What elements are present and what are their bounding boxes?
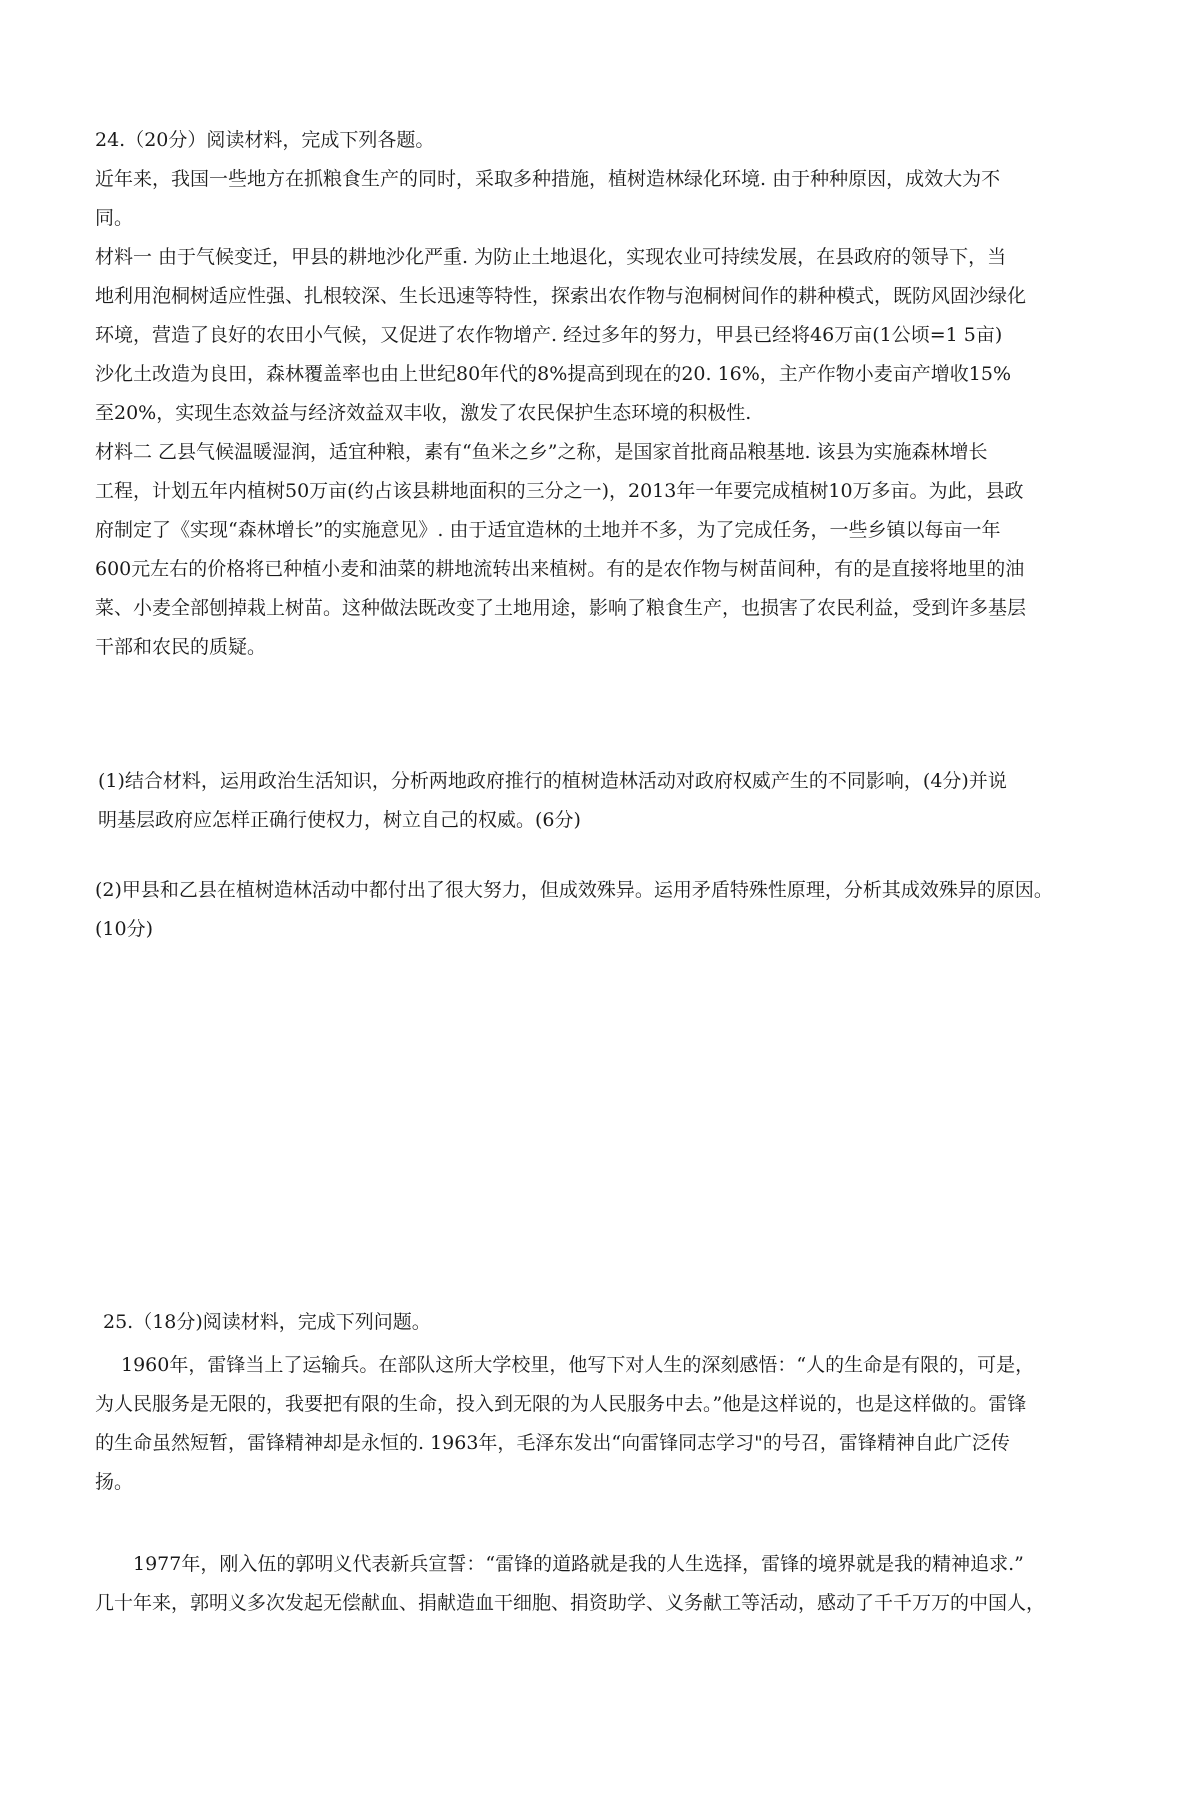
paragraph-1-line: 为人民服务是无限的，我要把有限的生命，投入到无限的为人民服务中去。”他是这样说的，也是这样做的。雷锋: [95, 1393, 1027, 1415]
paragraph-1-line: 1960年，雷锋当上了运输兵。在部队这所大学校里，他写下对人生的深刻感悟：“人的生命是有限的，可是，: [121, 1354, 1035, 1376]
question-24-heading: 24.（20分）阅读材料，完成下列各题。: [95, 129, 435, 151]
material2-line: 600元左右的价格将已种植小麦和油菜的耕地流转出来植树。有的是农作物与树苗间种，有的是直接将地里的油: [95, 558, 1025, 580]
question-24-part-2: [95, 871, 1095, 949]
material2-line: 菜、小麦全部刨掉栽上树苗。这种做法既改变了土地用途，影响了粮食生产，也损害了农民利益，受到许多基层: [95, 597, 1027, 619]
material2-line: 府制定了《实现“森林增长”的实施意见》. 由于适宜造林的土地并不多，为了完成任务，一些乡镇以每亩一年: [95, 519, 1001, 541]
question-24: [95, 121, 1095, 667]
paragraph-2-line: 几十年来，郭明义多次发起无偿献血、捐献造血干细胞、捐资助学、义务献工等活动，感动了千千万万的中国人，: [95, 1592, 1046, 1614]
part-2-line: (2)甲县和乙县在植树造林活动中都付出了很大努力，但成效殊异。运用矛盾特殊性原理，分析其成效殊异的原因。: [95, 879, 1053, 901]
question-25-paragraph-2: [95, 1545, 1095, 1623]
paragraph-1-line: 的生命虽然短暂，雷锋精神却是永恒的. 1963年，毛泽东发出“向雷锋同志学习"的号召，雷锋精神自此广泛传: [95, 1432, 1010, 1454]
intro-line: 同。: [95, 207, 134, 229]
part-1-line: (1)结合材料，运用政治生活知识，分析两地政府推行的植树造林活动对政府权威产生的不同影响，(4分)并说: [98, 770, 1007, 792]
material1-line: 环境，营造了良好的农田小气候，又促进了农作物增产. 经过多年的努力，甲县已经将46万亩(1公顷=1 5亩): [95, 324, 1003, 346]
material2-line: 材料二 乙县气候温暖湿润，适宜种粮，素有“鱼米之乡”之称，是国家首批商品粮基地. 该县为实施森林增长: [95, 441, 988, 463]
question-25: [103, 1303, 1103, 1342]
part-1-line: 明基层政府应怎样正确行使权力，树立自己的权威。(6分): [98, 809, 581, 831]
material1-line: 沙化土改造为良田，森林覆盖率也由上世纪80年代的8%提高到现在的20. 16%，主产作物小麦亩产增收15%: [95, 363, 1012, 385]
question-25-paragraph-1: [95, 1346, 1095, 1502]
paragraph-2-line: 1977年，刚入伍的郭明义代表新兵宣誓：“雷锋的道路就是我的人生选择，雷锋的境界就是我的精神追求.”: [133, 1553, 1024, 1575]
material1-line: 至20%，实现生态效益与经济效益双丰收，激发了农民保护生态环境的积极性.: [95, 402, 752, 424]
material2-line: 工程，计划五年内植树50万亩(约占该县耕地面积的三分之一)，2013年一年要完成植树10万多亩。为此，县政: [95, 480, 1024, 502]
question-24-part-1: [98, 762, 1098, 840]
intro-line: 近年来，我国一些地方在抓粮食生产的同时，采取多种措施，植树造林绿化环境. 由于种种原因，成效大为不: [95, 168, 1001, 190]
material1-line: 地利用泡桐树适应性强、扎根较深、生长迅速等特性，探索出农作物与泡桐树间作的耕种模式，既防风固沙绿化: [95, 285, 1027, 307]
material1-line: 材料一 由于气候变迁，甲县的耕地沙化严重. 为防止土地退化，实现农业可持续发展，在县政府的领导下，当: [95, 246, 1007, 268]
part-2-line: (10分): [95, 918, 154, 940]
question-25-heading: 25.（18分)阅读材料，完成下列问题。: [103, 1311, 431, 1333]
paragraph-1-line: 扬。: [95, 1471, 134, 1493]
material2-line: 干部和农民的质疑。: [95, 636, 267, 658]
